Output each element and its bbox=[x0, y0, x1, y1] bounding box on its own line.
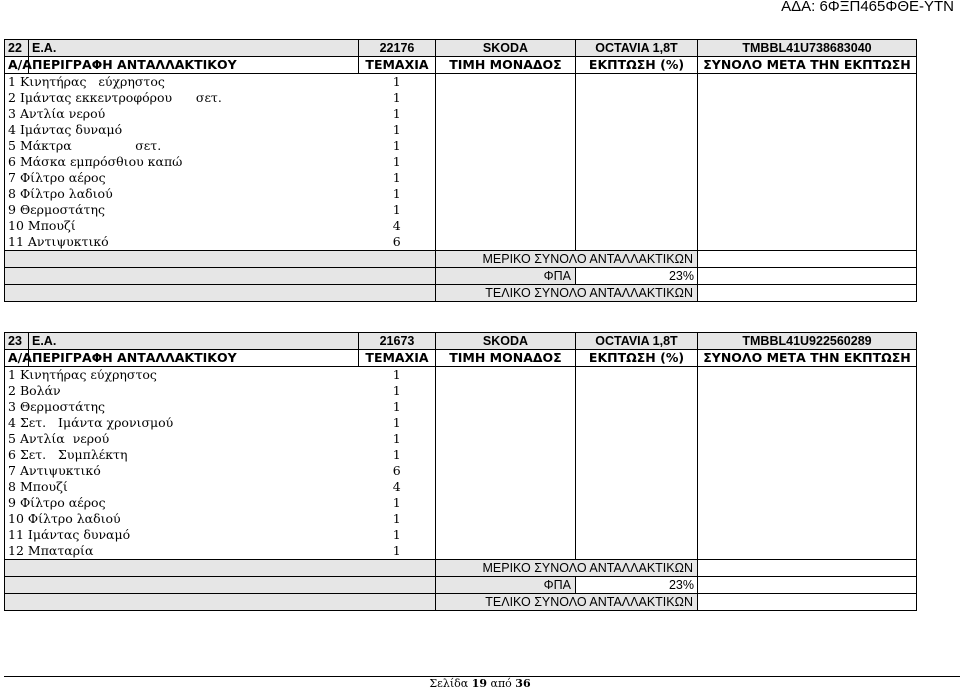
summary-row-partial bbox=[5, 560, 917, 577]
item-discount bbox=[576, 170, 698, 186]
item-total bbox=[698, 383, 917, 399]
summary-row-final bbox=[5, 285, 917, 302]
item-number: 4 bbox=[8, 415, 16, 430]
item-total bbox=[698, 186, 917, 202]
item-discount bbox=[576, 74, 698, 91]
item-total bbox=[698, 543, 917, 560]
item-discount bbox=[576, 463, 698, 479]
item-quantity: 1 bbox=[359, 170, 436, 186]
column-header-row bbox=[5, 350, 917, 367]
table-row bbox=[5, 543, 917, 560]
ada-stamp: ΑΔΑ: 6ΦΞΠ465ΦΘΕ-ΥΤΝ bbox=[781, 0, 954, 15]
item-description: Ιμάντας δυναμό bbox=[27, 527, 131, 542]
item-quantity: 6 bbox=[359, 463, 436, 479]
item-total bbox=[698, 122, 917, 138]
item-quantity: 1 bbox=[359, 74, 436, 91]
table-row bbox=[5, 186, 917, 202]
item-number: 10 bbox=[8, 218, 24, 233]
item-unit-price bbox=[436, 218, 576, 234]
page-footer bbox=[0, 677, 960, 690]
item-cell bbox=[5, 122, 359, 138]
item-unit-price bbox=[436, 138, 576, 154]
item-cell bbox=[5, 170, 359, 186]
item-description: Μάκτρα σετ. bbox=[19, 138, 162, 153]
item-total bbox=[698, 234, 917, 251]
item-quantity: 4 bbox=[359, 218, 436, 234]
item-description: Φίλτρο αέρος bbox=[19, 170, 106, 185]
vehicle-make: SKODA bbox=[436, 40, 576, 57]
item-cell bbox=[5, 431, 359, 447]
item-number: 1 bbox=[8, 74, 16, 89]
table-row bbox=[5, 90, 917, 106]
item-number: 5 bbox=[8, 138, 16, 153]
item-unit-price bbox=[436, 383, 576, 399]
item-total bbox=[698, 106, 917, 122]
item-total bbox=[698, 463, 917, 479]
item-cell bbox=[5, 90, 359, 106]
summary-total-cell bbox=[698, 594, 917, 611]
summary-spacer bbox=[5, 268, 436, 285]
item-cell bbox=[5, 74, 359, 91]
col-quantity: ΤΕΜΑΧΙΑ bbox=[359, 57, 436, 74]
item-description: Σετ. Ιμάντα χρονισμού bbox=[19, 415, 174, 430]
vehicle-vin: TMBBL41U738683040 bbox=[698, 40, 917, 57]
item-total bbox=[698, 154, 917, 170]
item-total bbox=[698, 170, 917, 186]
item-discount bbox=[576, 154, 698, 170]
item-quantity: 1 bbox=[359, 527, 436, 543]
item-total bbox=[698, 74, 917, 91]
summary-vat-value: 23% bbox=[576, 577, 698, 594]
summary-vat-value: 23% bbox=[576, 268, 698, 285]
item-unit-price bbox=[436, 234, 576, 251]
item-description: Αντιψυκτικό bbox=[27, 234, 109, 249]
item-quantity: 1 bbox=[359, 399, 436, 415]
item-cell bbox=[5, 415, 359, 431]
col-total: ΣΥΝΟΛΟ ΜΕΤΑ ΤΗΝ ΕΚΠΤΩΣΗ bbox=[698, 57, 917, 74]
item-description: Θερμοστάτης bbox=[19, 202, 105, 217]
item-quantity: 1 bbox=[359, 383, 436, 399]
table-row bbox=[5, 154, 917, 170]
item-description: Φίλτρο λαδιού bbox=[19, 186, 113, 201]
item-unit-price bbox=[436, 74, 576, 91]
item-cell bbox=[5, 383, 359, 399]
item-total bbox=[698, 399, 917, 415]
item-cell bbox=[5, 154, 359, 170]
block-number: 22 bbox=[5, 40, 29, 57]
item-cell bbox=[5, 234, 359, 251]
item-cell bbox=[5, 399, 359, 415]
item-unit-price bbox=[436, 186, 576, 202]
item-number: 9 bbox=[8, 202, 16, 217]
item-discount bbox=[576, 218, 698, 234]
item-total bbox=[698, 90, 917, 106]
col-unit-price: ΤΙΜΗ ΜΟΝΑΔΟΣ bbox=[436, 57, 576, 74]
item-quantity: 1 bbox=[359, 431, 436, 447]
table-row bbox=[5, 415, 917, 431]
item-cell bbox=[5, 479, 359, 495]
item-total bbox=[698, 415, 917, 431]
table-row bbox=[5, 447, 917, 463]
col-discount: ΕΚΠΤΩΣΗ (%) bbox=[576, 350, 698, 367]
item-quantity: 4 bbox=[359, 479, 436, 495]
summary-total-cell bbox=[698, 268, 917, 285]
table-row bbox=[5, 511, 917, 527]
block-number: 23 bbox=[5, 333, 29, 350]
col-quantity: ΤΕΜΑΧΙΑ bbox=[359, 350, 436, 367]
table-row bbox=[5, 106, 917, 122]
item-quantity: 1 bbox=[359, 122, 436, 138]
vehicle-block bbox=[4, 39, 917, 302]
item-unit-price bbox=[436, 431, 576, 447]
item-unit-price bbox=[436, 106, 576, 122]
item-unit-price bbox=[436, 202, 576, 218]
item-discount bbox=[576, 399, 698, 415]
item-unit-price bbox=[436, 495, 576, 511]
item-cell bbox=[5, 543, 359, 560]
summary-label-partial: ΜΕΡΙΚΟ ΣΥΝΟΛΟ ΑΝΤΑΛΛΑΚΤΙΚΩΝ bbox=[436, 251, 698, 268]
col-description: ΠΕΡΙΓΡΑΦΗ ΑΝΤΑΛΛΑΚΤΙΚΟΥ bbox=[29, 350, 359, 367]
table-row bbox=[5, 218, 917, 234]
col-description: ΠΕΡΙΓΡΑΦΗ ΑΝΤΑΛΛΑΚΤΙΚΟΥ bbox=[29, 57, 359, 74]
summary-label-vat: ΦΠΑ bbox=[436, 268, 576, 285]
item-total bbox=[698, 527, 917, 543]
block-ea: Ε.Α. bbox=[29, 333, 359, 350]
item-number: 7 bbox=[8, 170, 16, 185]
item-description: Κινητήρας εύχρηστος bbox=[19, 74, 165, 89]
item-unit-price bbox=[436, 543, 576, 560]
item-cell bbox=[5, 106, 359, 122]
item-number: 11 bbox=[8, 527, 24, 542]
item-discount bbox=[576, 106, 698, 122]
item-unit-price bbox=[436, 170, 576, 186]
item-discount bbox=[576, 383, 698, 399]
table-row bbox=[5, 383, 917, 399]
item-description: Μάσκα εμπρόσθιου καπώ bbox=[19, 154, 183, 169]
item-unit-price bbox=[436, 415, 576, 431]
footer-page: 19 bbox=[471, 677, 488, 690]
item-unit-price bbox=[436, 399, 576, 415]
table-row bbox=[5, 234, 917, 251]
item-number: 6 bbox=[8, 154, 16, 169]
item-discount bbox=[576, 527, 698, 543]
item-quantity: 1 bbox=[359, 90, 436, 106]
item-number: 3 bbox=[8, 399, 16, 414]
item-unit-price bbox=[436, 154, 576, 170]
summary-label-partial: ΜΕΡΙΚΟ ΣΥΝΟΛΟ ΑΝΤΑΛΛΑΚΤΙΚΩΝ bbox=[436, 560, 698, 577]
item-cell bbox=[5, 186, 359, 202]
item-discount bbox=[576, 415, 698, 431]
item-quantity: 1 bbox=[359, 138, 436, 154]
col-total: ΣΥΝΟΛΟ ΜΕΤΑ ΤΗΝ ΕΚΠΤΩΣΗ bbox=[698, 350, 917, 367]
item-quantity: 1 bbox=[359, 106, 436, 122]
item-cell bbox=[5, 447, 359, 463]
summary-label-final: ΤΕΛΙΚΟ ΣΥΝΟΛΟ ΑΝΤΑΛΛΑΚΤΙΚΩΝ bbox=[436, 285, 698, 302]
item-discount bbox=[576, 495, 698, 511]
item-total bbox=[698, 479, 917, 495]
item-number: 9 bbox=[8, 495, 16, 510]
item-number: 10 bbox=[8, 511, 24, 526]
item-unit-price bbox=[436, 447, 576, 463]
item-description: Αντιψυκτικό bbox=[19, 463, 101, 478]
item-total bbox=[698, 511, 917, 527]
vehicle-block bbox=[4, 332, 917, 611]
summary-label-vat: ΦΠΑ bbox=[436, 577, 576, 594]
summary-total-cell bbox=[698, 285, 917, 302]
vehicle-model: OCTAVIA 1,8T bbox=[576, 40, 698, 57]
table-row bbox=[5, 74, 917, 91]
vehicle-vin: TMBBL41U922560289 bbox=[698, 333, 917, 350]
item-description: Αντλία νερού bbox=[19, 431, 110, 446]
item-total bbox=[698, 495, 917, 511]
item-number: 6 bbox=[8, 447, 16, 462]
item-discount bbox=[576, 367, 698, 384]
col-discount: ΕΚΠΤΩΣΗ (%) bbox=[576, 57, 698, 74]
summary-row-vat bbox=[5, 577, 917, 594]
col-aa: Α/Α bbox=[5, 350, 29, 367]
vehicle-header-row bbox=[5, 40, 917, 57]
item-unit-price bbox=[436, 122, 576, 138]
item-total bbox=[698, 447, 917, 463]
vehicle-header-row bbox=[5, 333, 917, 350]
item-number: 8 bbox=[8, 186, 16, 201]
item-discount bbox=[576, 186, 698, 202]
table-row bbox=[5, 170, 917, 186]
item-description: Φίλτρο αέρος bbox=[19, 495, 106, 510]
item-cell bbox=[5, 367, 359, 384]
item-number: 1 bbox=[8, 367, 16, 382]
footer-total: 36 bbox=[515, 677, 531, 690]
table-row bbox=[5, 202, 917, 218]
item-discount bbox=[576, 431, 698, 447]
table-row bbox=[5, 479, 917, 495]
item-unit-price bbox=[436, 367, 576, 384]
table-row bbox=[5, 122, 917, 138]
item-description: Βολάν bbox=[19, 383, 61, 398]
item-description: Μπαταρία bbox=[27, 543, 94, 558]
item-quantity: 1 bbox=[359, 415, 436, 431]
item-description: Σετ. Συμπλέκτη bbox=[19, 447, 128, 462]
item-description: Φίλτρο λαδιού bbox=[27, 511, 121, 526]
item-discount bbox=[576, 202, 698, 218]
item-unit-price bbox=[436, 527, 576, 543]
item-total bbox=[698, 138, 917, 154]
vehicle-code: 21673 bbox=[359, 333, 436, 350]
item-discount bbox=[576, 543, 698, 560]
item-total bbox=[698, 202, 917, 218]
footer-prefix: Σελίδα bbox=[429, 677, 469, 690]
column-header-row bbox=[5, 57, 917, 74]
summary-row-final bbox=[5, 594, 917, 611]
item-number: 4 bbox=[8, 122, 16, 137]
summary-spacer bbox=[5, 594, 436, 611]
item-description: Μπουζί bbox=[27, 218, 76, 233]
item-discount bbox=[576, 511, 698, 527]
table-row bbox=[5, 495, 917, 511]
footer-middle: από bbox=[490, 677, 512, 690]
item-quantity: 1 bbox=[359, 447, 436, 463]
summary-row-vat bbox=[5, 268, 917, 285]
item-discount bbox=[576, 479, 698, 495]
item-quantity: 1 bbox=[359, 186, 436, 202]
table-row bbox=[5, 367, 917, 384]
item-discount bbox=[576, 122, 698, 138]
summary-total-cell bbox=[698, 560, 917, 577]
item-number: 2 bbox=[8, 383, 16, 398]
item-quantity: 1 bbox=[359, 154, 436, 170]
item-cell bbox=[5, 527, 359, 543]
item-total bbox=[698, 367, 917, 384]
item-cell bbox=[5, 511, 359, 527]
item-discount bbox=[576, 234, 698, 251]
table-row bbox=[5, 463, 917, 479]
item-quantity: 6 bbox=[359, 234, 436, 251]
item-number: 2 bbox=[8, 90, 16, 105]
table-row bbox=[5, 431, 917, 447]
item-cell bbox=[5, 463, 359, 479]
item-number: 7 bbox=[8, 463, 16, 478]
item-discount bbox=[576, 447, 698, 463]
item-number: 5 bbox=[8, 431, 16, 446]
item-cell bbox=[5, 138, 359, 154]
item-cell bbox=[5, 218, 359, 234]
summary-spacer bbox=[5, 285, 436, 302]
item-discount bbox=[576, 138, 698, 154]
vehicle-make: SKODA bbox=[436, 333, 576, 350]
item-quantity: 1 bbox=[359, 202, 436, 218]
item-total bbox=[698, 431, 917, 447]
item-description: Μπουζί bbox=[19, 479, 68, 494]
item-unit-price bbox=[436, 463, 576, 479]
item-quantity: 1 bbox=[359, 495, 436, 511]
block-ea: Ε.Α. bbox=[29, 40, 359, 57]
item-total bbox=[698, 218, 917, 234]
table-row bbox=[5, 527, 917, 543]
item-quantity: 1 bbox=[359, 511, 436, 527]
summary-label-final: ΤΕΛΙΚΟ ΣΥΝΟΛΟ ΑΝΤΑΛΛΑΚΤΙΚΩΝ bbox=[436, 594, 698, 611]
item-description: Αντλία νερού bbox=[19, 106, 106, 121]
col-aa: Α/Α bbox=[5, 57, 29, 74]
item-quantity: 1 bbox=[359, 367, 436, 384]
item-description: Κινητήρας εύχρηστος bbox=[19, 367, 157, 382]
item-quantity: 1 bbox=[359, 543, 436, 560]
summary-row-partial bbox=[5, 251, 917, 268]
item-unit-price bbox=[436, 479, 576, 495]
summary-spacer bbox=[5, 251, 436, 268]
table-row bbox=[5, 399, 917, 415]
vehicle-model: OCTAVIA 1,8T bbox=[576, 333, 698, 350]
item-number: 11 bbox=[8, 234, 24, 249]
item-description: Ιμάντας εκκεντροφόρου σετ. bbox=[19, 90, 222, 105]
item-description: Θερμοστάτης bbox=[19, 399, 105, 414]
item-description: Ιμάντας δυναμό bbox=[19, 122, 123, 137]
item-discount bbox=[576, 90, 698, 106]
item-number: 3 bbox=[8, 106, 16, 121]
summary-total-cell bbox=[698, 577, 917, 594]
item-unit-price bbox=[436, 90, 576, 106]
summary-spacer bbox=[5, 560, 436, 577]
summary-spacer bbox=[5, 577, 436, 594]
item-unit-price bbox=[436, 511, 576, 527]
item-cell bbox=[5, 495, 359, 511]
item-cell bbox=[5, 202, 359, 218]
summary-total-cell bbox=[698, 251, 917, 268]
item-number: 8 bbox=[8, 479, 16, 494]
col-unit-price: ΤΙΜΗ ΜΟΝΑΔΟΣ bbox=[436, 350, 576, 367]
vehicle-code: 22176 bbox=[359, 40, 436, 57]
item-number: 12 bbox=[8, 543, 24, 558]
table-row bbox=[5, 138, 917, 154]
